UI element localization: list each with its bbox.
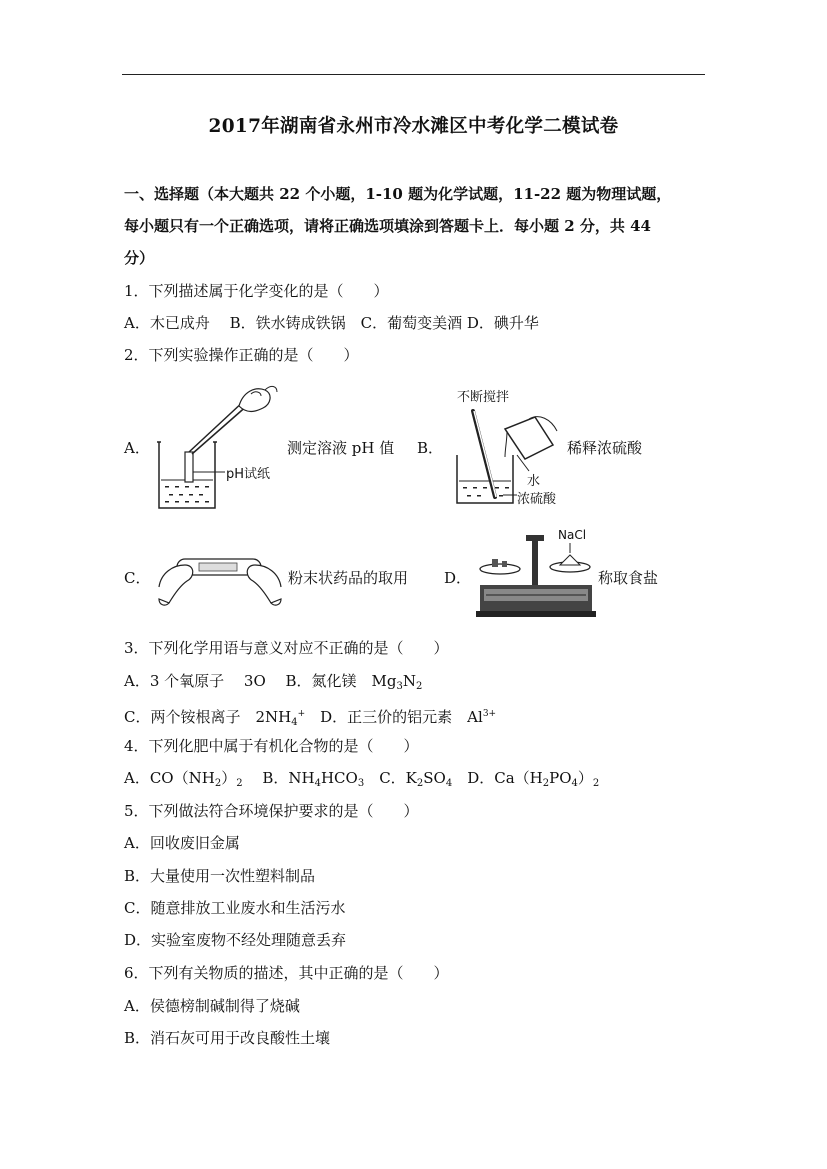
section-heading-line-1: 一、选择题（本大题共 22 个小题，1-10 题为化学试题，11-22 题为物理试题，	[124, 185, 672, 203]
q5-option-c: C．随意排放工业废水和生活污水	[124, 899, 346, 917]
ph-paper-label: pH试纸	[226, 467, 271, 482]
q2-option-b-letter: B．	[417, 439, 444, 457]
section-heading-line-2: 每小题只有一个正确选项，请将正确选项填涂到答题卡上．每小题 2 分，共 44	[124, 217, 651, 235]
q2-option-d-letter: D．	[444, 569, 472, 587]
q2-option-d-text: 称取食盐	[598, 569, 659, 587]
q3-options-ab: A．3 个氧原子 3O B．氮化镁 $Mg_3N_2$	[124, 672, 423, 692]
q6-option-a: A．侯德榜制碱制得了烧碱	[124, 997, 300, 1015]
q4-options: A．$CO(NH_2)_2$ B．$NH_4HCO_3$ C．$K_2SO_4$ D．$Ca(H_2PO_4)_2$	[124, 769, 600, 789]
q2-option-c-text: 粉末状药品的取用	[288, 569, 409, 587]
powder-sampling-figure	[155, 543, 285, 611]
dilute-acid-figure	[443, 385, 568, 515]
q2-option-c-letter: C．	[124, 569, 151, 587]
ph-test-figure	[155, 380, 280, 515]
q2-stem: 2．下列实验操作正确的是（ ）	[124, 346, 359, 364]
q6-stem: 6．下列有关物质的描述，其中正确的是（ ）	[124, 964, 449, 982]
page-title: 2017年湖南省永州市冷水滩区中考化学二模试卷	[208, 116, 619, 137]
q6-option-b: B．消石灰可用于改良酸性土壤	[124, 1029, 331, 1047]
q1-options: A．木已成舟 B．铁水铸成铁锅 C．葡萄变美酒 D．碘升华	[124, 314, 539, 332]
q2-option-a-letter: A．	[124, 439, 150, 457]
q4-stem: 4．下列化肥中属于有机化合物的是（ ）	[124, 737, 419, 755]
q5-option-a: A．回收废旧金属	[124, 834, 240, 852]
q3-options-cd: C．两个铵根离子 $2NH_4^+$ D．正三价的铝元素 $Al^{3+}$	[124, 708, 497, 728]
top-rule	[122, 74, 705, 75]
q2-option-a-text: 测定溶液 pH 值	[287, 439, 395, 457]
q5-option-d: D．实验室废物不经处理随意丢弃	[124, 931, 347, 949]
conc-acid-label: 浓硫酸	[517, 492, 557, 507]
nacl-label: NaCl	[558, 528, 587, 542]
stir-label: 不断搅拌	[457, 390, 510, 405]
water-label: 水	[527, 474, 541, 489]
section-heading-line-3: 分）	[124, 249, 155, 267]
balance-figure	[472, 527, 597, 627]
q1-stem: 1．下列描述属于化学变化的是（ ）	[124, 282, 389, 300]
q5-stem: 5．下列做法符合环境保护要求的是（ ）	[124, 802, 419, 820]
q3-stem: 3．下列化学用语与意义对应不正确的是（ ）	[124, 639, 449, 657]
q5-option-b: B．大量使用一次性塑料制品	[124, 867, 316, 885]
q2-option-b-text: 稀释浓硫酸	[567, 439, 643, 457]
